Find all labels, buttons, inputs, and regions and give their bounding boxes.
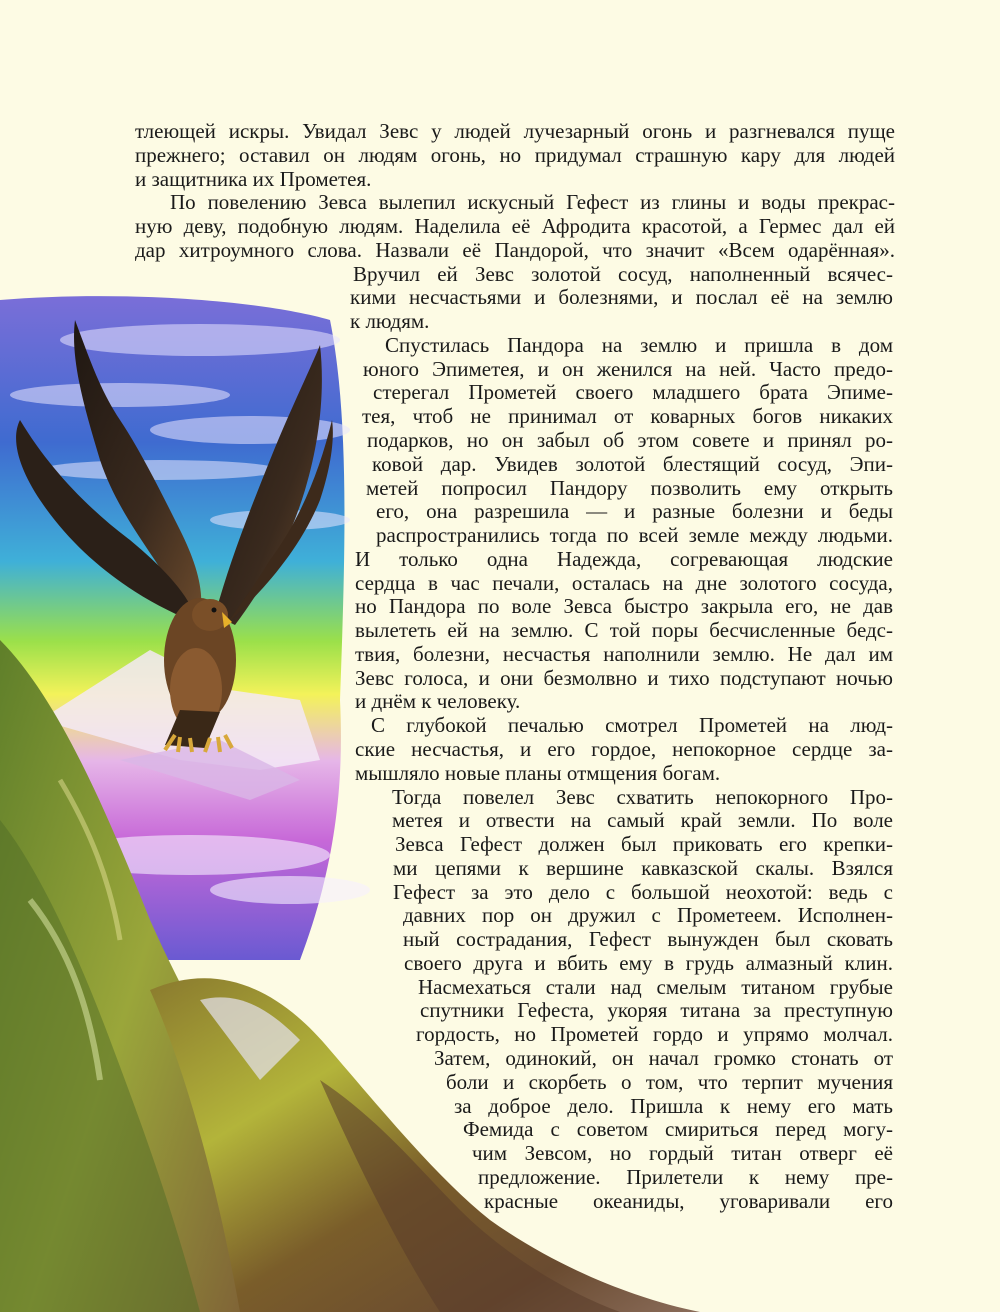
text-line: но Пандора по воле Зевса быстро закрыла его, не дав bbox=[355, 594, 893, 619]
text-line: распространились тогда по всей земле между людьми. bbox=[376, 523, 893, 548]
text-line: дар хитроумного слова. Назвали её Пандорой, что значит «Всем одарённая». bbox=[135, 237, 895, 262]
text-line: предложение. Прилетели к нему пре- bbox=[478, 1164, 893, 1189]
text-line: за доброе дело. Пришла к нему его мать bbox=[454, 1093, 893, 1118]
text-line: спутники Гефеста, укоряя титана за преступную bbox=[420, 998, 893, 1023]
text-line: Зевс голоса, и они безмолвно и тихо подступают ночью bbox=[355, 665, 893, 690]
text-line: и днём к человеку. bbox=[355, 689, 521, 714]
text-line: По повелению Зевса вылепил искусный Гефест из глины и воды прекрас- bbox=[170, 190, 895, 215]
text-line: Фемида с советом смириться перед могу- bbox=[463, 1117, 893, 1142]
text-line: Гефест за это дело с большой неохотой: ведь с bbox=[393, 879, 893, 904]
text-line: ную деву, подобную людям. Наделила её Афродита красотой, а Гермес дал ей bbox=[135, 214, 895, 239]
text-line: ские несчастья, и его гордое, непокорное сердце за- bbox=[355, 737, 893, 762]
text-line: И только одна Надежда, согревающая людские bbox=[355, 546, 893, 571]
text-line: подарков, но он забыл об этом совете и принял ро- bbox=[367, 428, 893, 452]
text-line: своего друга и вбить ему в грудь алмазный клин. bbox=[404, 950, 893, 975]
text-line: тлеющей искры. Увидал Зевс у людей лучезарный огонь и разгневался пуще bbox=[135, 119, 895, 143]
text-line: кими несчастьями и болезнями, и послал её на землю bbox=[350, 285, 893, 310]
text-line: Зевса Гефест должен был приковать его крепки- bbox=[395, 832, 893, 857]
text-line: чим Зевсом, но гордый титан отверг её bbox=[472, 1141, 893, 1166]
text-line: красные океаниды, уговаривали его bbox=[484, 1188, 893, 1213]
text-line: Затем, одинокий, он начал громко стонать от bbox=[434, 1046, 893, 1071]
text-line: гордость, но Прометей гордо и упрямо молчал. bbox=[416, 1022, 893, 1047]
text-line: боли и скорбеть о том, что терпит мучения bbox=[446, 1069, 893, 1094]
text-line: метея и отвести на самый край земли. По воле bbox=[392, 808, 893, 833]
text-line: мышляло новые планы отмщения богам. bbox=[355, 760, 721, 785]
text-line: прежнего; оставил он людям огонь, но придумал страшную кару для людей bbox=[135, 142, 895, 167]
text-line: ми цепями к вершине кавказской скалы. Взялся bbox=[393, 855, 893, 880]
text-line: С глубокой печалью смотрел Прометей на люд- bbox=[371, 713, 893, 738]
text-line: юного Эпиметея, и он женился на ней. Часто предо- bbox=[363, 356, 893, 381]
text-line: Тогда повелел Зевс схватить непокорного Про- bbox=[392, 784, 893, 809]
text-line: твия, болезни, несчастья наполнили землю. Не дал им bbox=[355, 641, 893, 666]
text-line: Насмехаться стали над смелым титаном грубые bbox=[418, 974, 893, 999]
text-line: метей попросил Пандору позволить ему открыть bbox=[366, 475, 893, 500]
text-line: давних пор он дружил с Прометеем. Исполнен- bbox=[403, 903, 893, 928]
text-line: ный сострадания, Гефест вынужден был сковать bbox=[403, 927, 893, 952]
text-line: ковой дар. Увидев золотой блестящий сосуд, Эпи- bbox=[372, 451, 893, 476]
text-line: стерегал Прометей своего младшего брата Эпиме- bbox=[373, 380, 893, 405]
text-line: тея, чтоб не принимал от коварных богов никаких bbox=[362, 404, 893, 429]
text-line: сердца в час печали, осталась на дне золотого сосуда, bbox=[355, 570, 893, 595]
text-line: Спустилась Пандора на землю и пришла в дом bbox=[385, 332, 893, 357]
text-line: и защитника их Прометея. bbox=[135, 166, 372, 191]
text-line: к людям. bbox=[350, 309, 430, 334]
text-line: его, она разрешила — и разные болезни и беды bbox=[376, 499, 893, 524]
text-line: вылететь ей на землю. С той поры бесчисленные бедс- bbox=[355, 618, 893, 643]
text-line: Вручил ей Зевс золотой сосуд, наполненный всячес- bbox=[353, 261, 893, 286]
